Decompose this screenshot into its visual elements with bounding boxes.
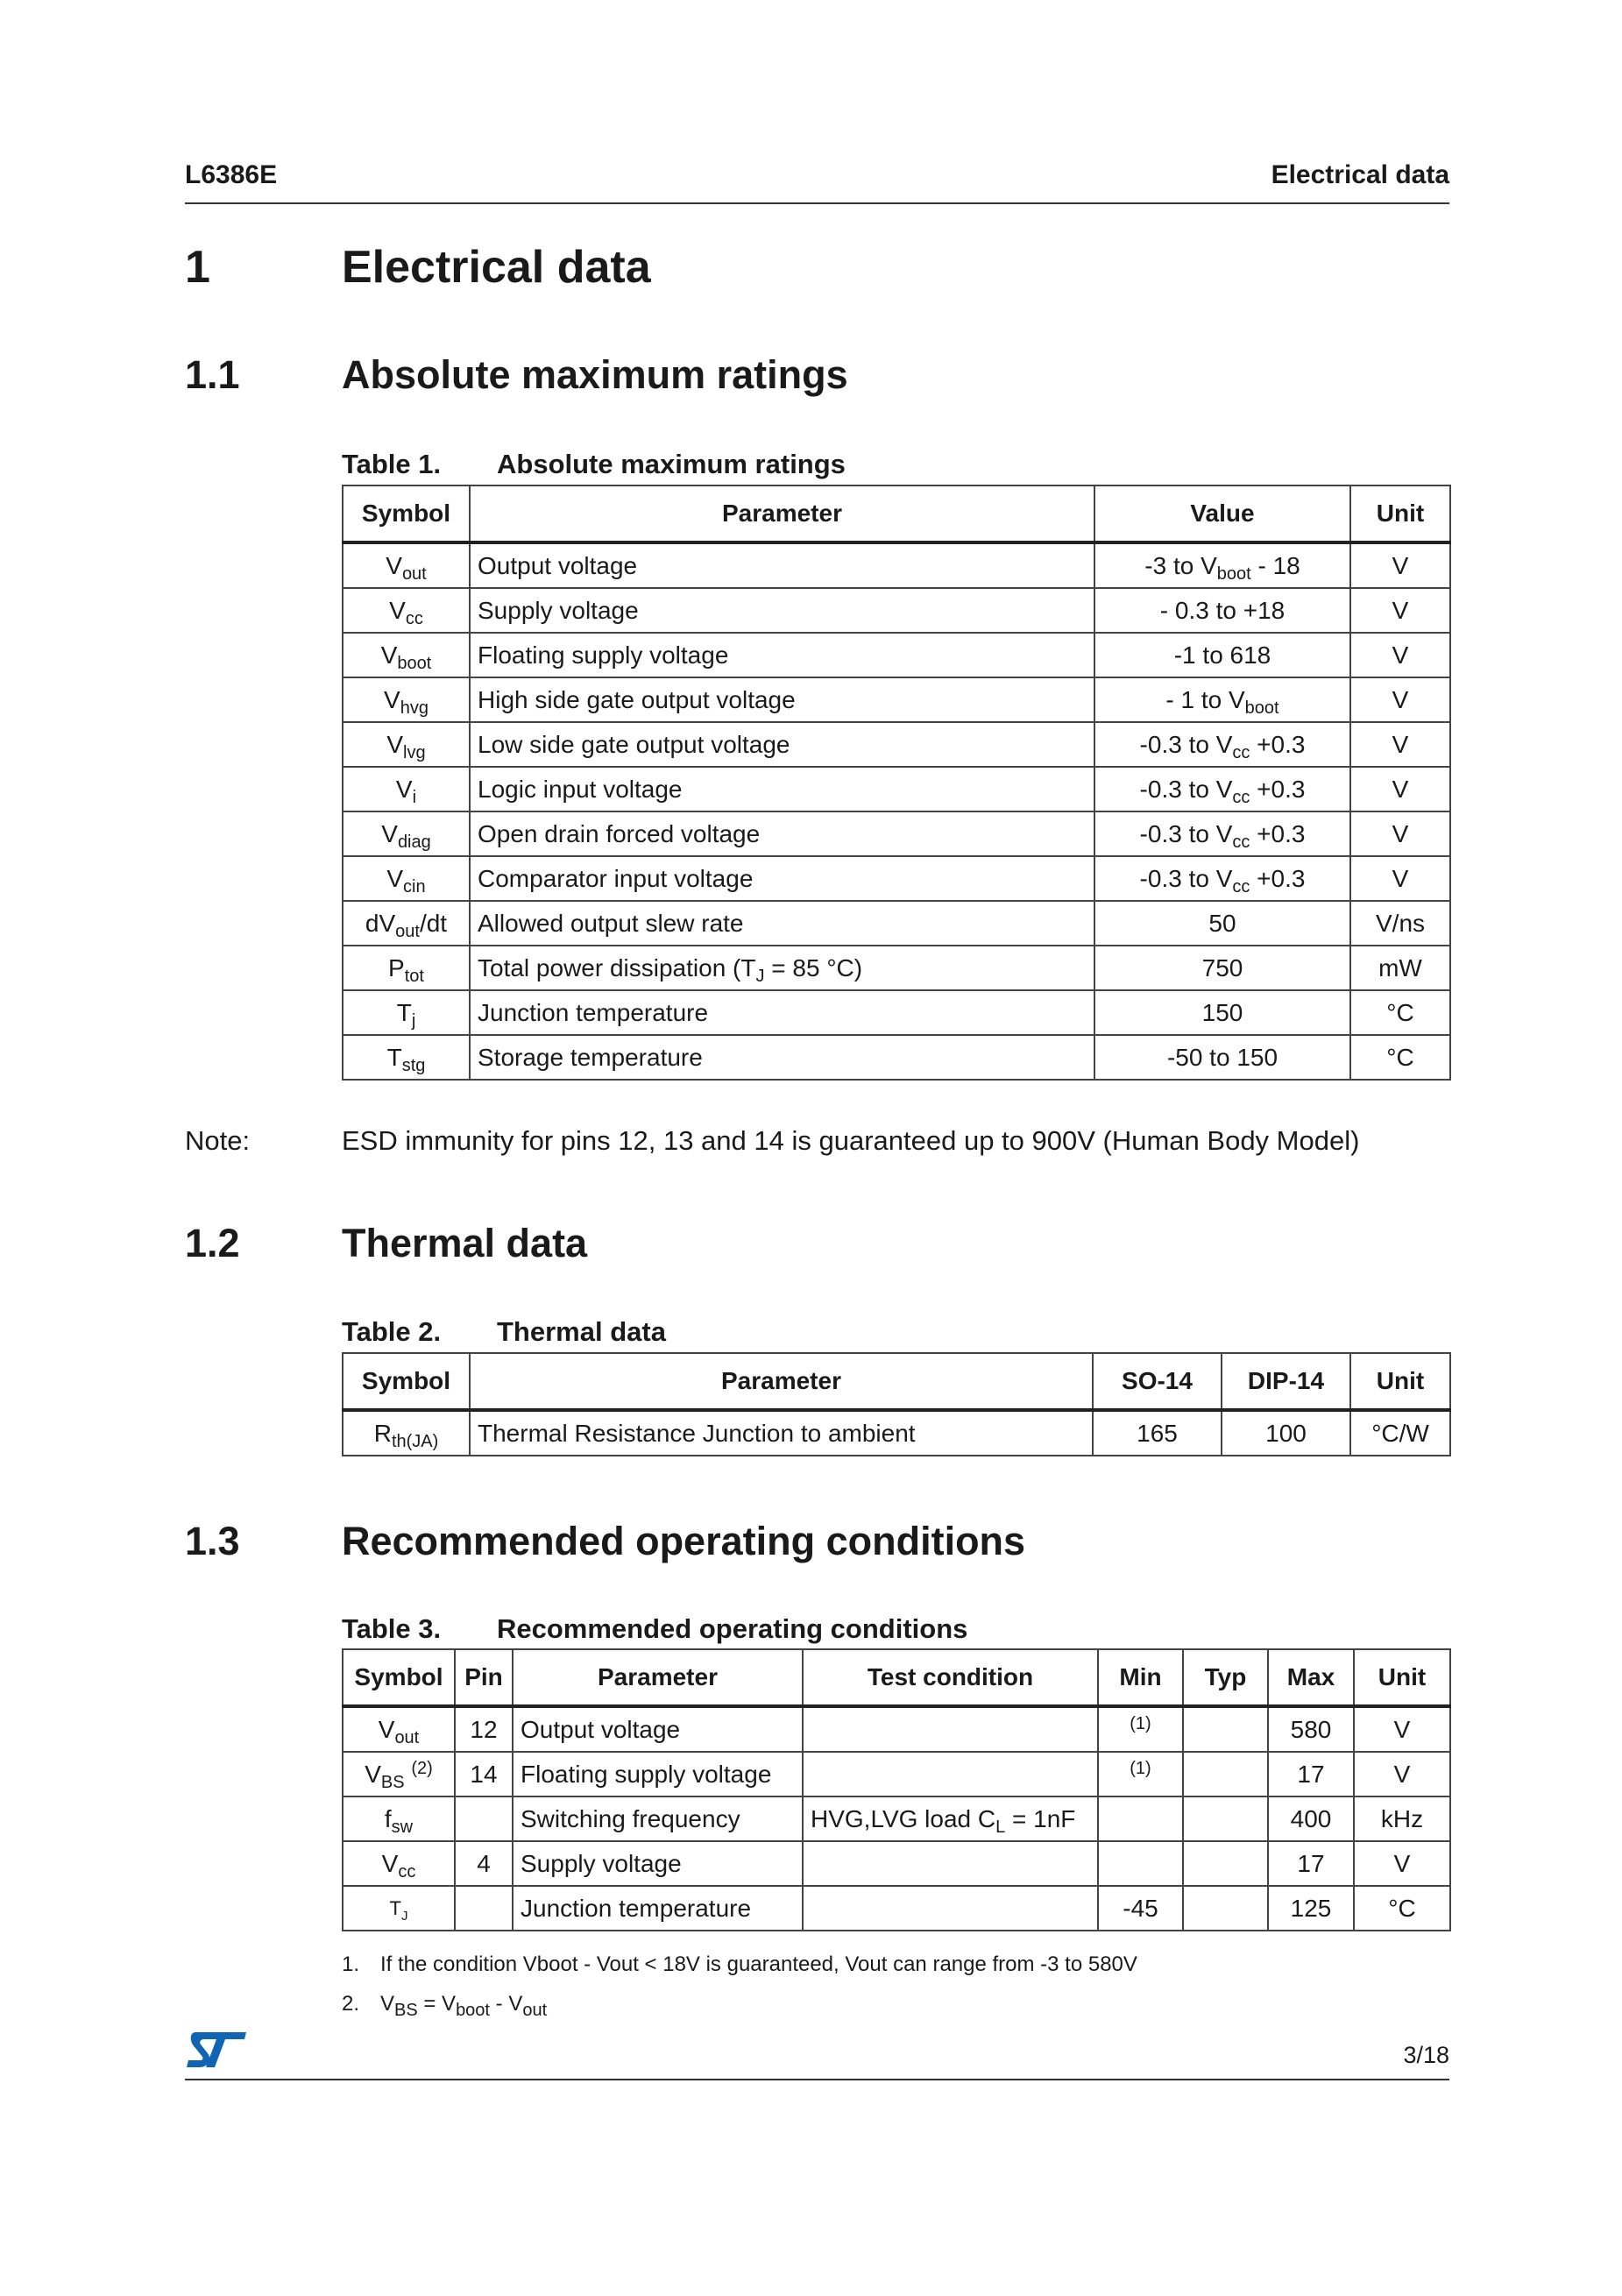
col-header-min: Min (1098, 1649, 1183, 1706)
cell-parameter: Supply voltage (513, 1841, 803, 1886)
cell-symbol: $V_i$ (343, 767, 470, 811)
cell-parameter: Supply voltage (470, 588, 1094, 633)
table-row (343, 990, 1450, 1035)
col-header-symbol: Symbol (343, 485, 470, 542)
thermal-data-table (342, 1352, 1451, 1456)
cell-symbol: $V_{cc}$ (343, 1841, 455, 1886)
st-logo-icon (185, 2029, 248, 2069)
chapter-number: 1 (185, 242, 210, 293)
doc-id: L6386E (185, 160, 278, 189)
col-header-test-condition: Test condition (803, 1649, 1098, 1706)
cell-unit: V/ns (1350, 901, 1450, 946)
cell-unit: °C/W (1350, 1410, 1450, 1456)
note-label: Note: (185, 1125, 251, 1156)
table-row (343, 1035, 1450, 1080)
footnote-1-number: 1. (342, 1952, 360, 1976)
page-number: 3/18 (1403, 2042, 1449, 2068)
cell-max: 400 (1268, 1796, 1354, 1841)
cell-unit: V (1350, 633, 1450, 677)
col-header-parameter: Parameter (470, 1353, 1093, 1410)
col-header-symbol: Symbol (343, 1649, 455, 1706)
cell-test-condition (803, 1886, 1098, 1931)
cell-test-condition (803, 1841, 1098, 1886)
cell-parameter: Allowed output slew rate (470, 901, 1094, 946)
table-row (343, 588, 1450, 633)
cell-pin: 4 (455, 1841, 513, 1886)
section-number-1-3: 1.3 (185, 1519, 240, 1563)
cell-value: -0.3 to $V_{cc} +0.3$ (1094, 856, 1350, 901)
col-header-so14: SO-14 (1093, 1353, 1222, 1410)
section-title-1-1: Absolute maximum ratings (342, 352, 848, 397)
cell-parameter: Switching frequency (513, 1796, 803, 1841)
cell-value: -0.3 to $V_{cc} +0.3$ (1094, 811, 1350, 856)
table-row (343, 946, 1450, 990)
cell-unit: mW (1350, 946, 1450, 990)
cell-typ (1183, 1886, 1268, 1931)
cell-unit: kHz (1354, 1796, 1450, 1841)
cell-unit: V (1350, 722, 1450, 767)
cell-min: -45 (1098, 1886, 1183, 1931)
cell-unit: V (1354, 1752, 1450, 1796)
footnote-1-text: If the condition Vboot - Vout < 18V is guaranteed, Vout can range from -3 to 580V (380, 1952, 1137, 1976)
cell-unit: V (1350, 767, 1450, 811)
table-row (343, 1841, 1450, 1886)
cell-value: 750 (1094, 946, 1350, 990)
cell-unit: V (1354, 1841, 1450, 1886)
table1-label: Table 1. (342, 449, 442, 479)
cell-symbol: $V_{cin}$ (343, 856, 470, 901)
cell-min (1098, 1796, 1183, 1841)
cell-symbol: $V_{diag}$ (343, 811, 470, 856)
cell-symbol: $V_{lvg}$ (343, 722, 470, 767)
cell-unit: V (1350, 677, 1450, 722)
table-row (343, 856, 1450, 901)
footnote-ref: (1) (1130, 1758, 1151, 1778)
cell-value: - 1 to $V_{boot}$ (1094, 677, 1350, 722)
col-header-parameter: Parameter (513, 1649, 803, 1706)
table-row (343, 633, 1450, 677)
cell-parameter: Floating supply voltage (513, 1752, 803, 1796)
cell-parameter: Output voltage (470, 542, 1094, 588)
table-header-row (343, 485, 1450, 542)
cell-unit: °C (1350, 990, 1450, 1035)
col-header-typ: Typ (1183, 1649, 1268, 1706)
cell-value: -3 to $V_{boot} - 18$ (1094, 542, 1350, 588)
table-header-row (343, 1649, 1450, 1706)
cell-parameter: Output voltage (513, 1706, 803, 1752)
col-header-unit: Unit (1350, 1353, 1450, 1410)
table-row (343, 811, 1450, 856)
table2-label: Table 2. (342, 1316, 442, 1347)
table-row (343, 1796, 1450, 1841)
table-row (343, 1410, 1450, 1456)
col-header-max: Max (1268, 1649, 1354, 1706)
cell-min (1098, 1706, 1183, 1752)
col-header-value: Value (1094, 485, 1350, 542)
footnote-2-text: $V_{BS} = V_{boot} - V_{out}$ (380, 1992, 548, 2020)
col-header-unit: Unit (1350, 485, 1450, 542)
cell-symbol: $V_{out}$ (343, 1706, 455, 1752)
cell-max: 125 (1268, 1886, 1354, 1931)
cell-parameter: Low side gate output voltage (470, 722, 1094, 767)
table-header-row (343, 1353, 1450, 1410)
footer-rule (185, 2079, 1449, 2080)
col-header-parameter: Parameter (470, 485, 1094, 542)
cell-test-condition (803, 1706, 1098, 1752)
table3-label: Table 3. (342, 1613, 442, 1644)
absolute-max-ratings-table (342, 485, 1451, 1081)
cell-typ (1183, 1706, 1268, 1752)
header-rule (185, 202, 1449, 204)
cell-parameter: Total power dissipation ($T_J = 85$ °C) (470, 946, 1094, 990)
col-header-pin: Pin (455, 1649, 513, 1706)
cell-parameter: Open drain forced voltage (470, 811, 1094, 856)
cell-symbol: $P_{tot}$ (343, 946, 470, 990)
cell-value: - 0.3 to +18 (1094, 588, 1350, 633)
cell-parameter: Junction temperature (513, 1886, 803, 1931)
cell-symbol: $T_{stg}$ (343, 1035, 470, 1080)
cell-typ (1183, 1752, 1268, 1796)
section-number-1-2: 1.2 (185, 1221, 240, 1265)
recommended-operating-conditions-table (342, 1648, 1451, 1931)
cell-parameter: Storage temperature (470, 1035, 1094, 1080)
cell-test-condition: HVG,LVG load $C_L = 1nF$ (803, 1796, 1098, 1841)
cell-min (1098, 1841, 1183, 1886)
cell-symbol: $T_j$ (343, 990, 470, 1035)
note-text: ESD immunity for pins 12, 13 and 14 is guaranteed up to 900V (Human Body Model) (342, 1125, 1360, 1156)
cell-symbol: $V_{cc}$ (343, 588, 470, 633)
cell-so14: 165 (1093, 1410, 1222, 1456)
table1-title: Absolute maximum ratings (497, 449, 846, 479)
table-row (343, 1752, 1450, 1796)
table-row (343, 901, 1450, 946)
section-title-1-2: Thermal data (342, 1221, 588, 1265)
cell-value: 150 (1094, 990, 1350, 1035)
cell-symbol: $V_{out}$ (343, 542, 470, 588)
table-row (343, 722, 1450, 767)
cell-parameter: Logic input voltage (470, 767, 1094, 811)
cell-symbol: $T_J$ (343, 1886, 455, 1931)
cell-unit: °C (1354, 1886, 1450, 1931)
cell-typ (1183, 1796, 1268, 1841)
cell-symbol: $V_{hvg}$ (343, 677, 470, 722)
cell-parameter: High side gate output voltage (470, 677, 1094, 722)
cell-typ (1183, 1841, 1268, 1886)
cell-dip14: 100 (1222, 1410, 1350, 1456)
cell-symbol: $V_{boot}$ (343, 633, 470, 677)
col-header-symbol: Symbol (343, 1353, 470, 1410)
header-section: Electrical data (1271, 160, 1449, 189)
cell-unit: V (1350, 588, 1450, 633)
cell-unit: V (1350, 811, 1450, 856)
table3-title: Recommended operating conditions (497, 1613, 968, 1644)
table-row (343, 767, 1450, 811)
cell-max: 17 (1268, 1752, 1354, 1796)
cell-pin: 14 (455, 1752, 513, 1796)
cell-unit: V (1350, 542, 1450, 588)
table2-title: Thermal data (497, 1316, 666, 1347)
cell-parameter: Junction temperature (470, 990, 1094, 1035)
cell-symbol: $dV_{out}/dt$ (343, 901, 470, 946)
cell-unit: V (1354, 1706, 1450, 1752)
table-row (343, 1706, 1450, 1752)
section-title-1-3: Recommended operating conditions (342, 1519, 1026, 1563)
col-header-unit: Unit (1354, 1649, 1450, 1706)
footnote-ref: (1) (1130, 1713, 1151, 1733)
cell-max: 580 (1268, 1706, 1354, 1752)
cell-value: -1 to 618 (1094, 633, 1350, 677)
cell-symbol: $V_{BS}$ $^{(2)}$ (343, 1752, 455, 1796)
cell-pin (455, 1886, 513, 1931)
cell-value: -0.3 to $V_{cc} +0.3$ (1094, 722, 1350, 767)
col-header-dip14: DIP-14 (1222, 1353, 1350, 1410)
cell-pin (455, 1796, 513, 1841)
cell-unit: V (1350, 856, 1450, 901)
chapter-title: Electrical data (342, 242, 651, 293)
footnote-2-number: 2. (342, 1992, 360, 2016)
cell-parameter: Floating supply voltage (470, 633, 1094, 677)
cell-value: -0.3 to $V_{cc} +0.3$ (1094, 767, 1350, 811)
cell-value: 50 (1094, 901, 1350, 946)
cell-value: -50 to 150 (1094, 1035, 1350, 1080)
cell-max: 17 (1268, 1841, 1354, 1886)
table-row (343, 542, 1450, 588)
st-logo (185, 2029, 248, 2073)
table-row (343, 1886, 1450, 1931)
cell-min (1098, 1752, 1183, 1796)
cell-symbol: $R_{th(JA)}$ (343, 1410, 470, 1456)
cell-unit: °C (1350, 1035, 1450, 1080)
cell-parameter: Thermal Resistance Junction to ambient (470, 1410, 1093, 1456)
table-row (343, 677, 1450, 722)
cell-test-condition (803, 1752, 1098, 1796)
cell-parameter: Comparator input voltage (470, 856, 1094, 901)
cell-pin: 12 (455, 1706, 513, 1752)
section-number-1-1: 1.1 (185, 352, 240, 397)
cell-symbol: $f_{sw}$ (343, 1796, 455, 1841)
